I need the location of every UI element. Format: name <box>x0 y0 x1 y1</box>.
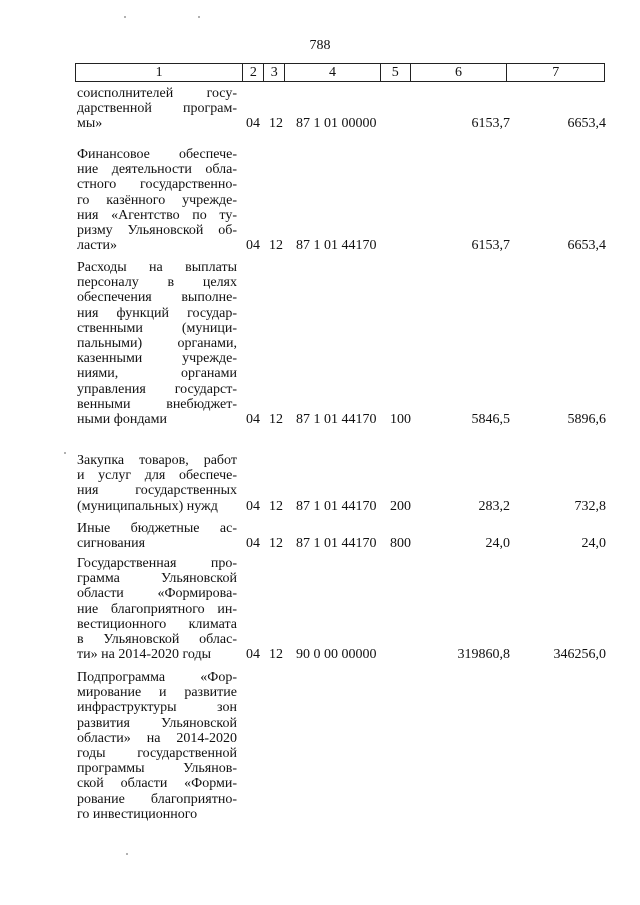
row-name-line: венными внебюджет- <box>77 396 237 412</box>
row-name <box>77 556 237 662</box>
section-code: 04 <box>246 536 260 552</box>
row-name-line: ния государственных <box>77 483 237 499</box>
section-code: 04 <box>246 647 260 663</box>
target-article-code: 87 1 01 00000 <box>296 116 377 132</box>
subsection-code: 12 <box>269 536 283 552</box>
amount-col-7: 5896,6 <box>567 411 606 427</box>
row-name-line: ской области «Форми- <box>77 776 237 792</box>
row-name-line: дарственной програм- <box>77 101 237 117</box>
header-col-6: 6 <box>411 64 508 81</box>
table-row <box>0 521 640 551</box>
amount-col-6: 6153,7 <box>471 116 510 132</box>
row-name-line: ниями, органами <box>77 366 237 382</box>
row-name-line: го инвестиционного <box>77 806 198 822</box>
scan-speck <box>198 16 200 18</box>
row-name <box>77 147 237 253</box>
table-row <box>0 260 640 427</box>
header-col-7: 7 <box>552 65 560 80</box>
section-code: 04 <box>246 238 260 254</box>
row-name <box>77 260 237 427</box>
subsection-code: 12 <box>269 411 283 427</box>
row-name-line: годы государственной <box>77 746 237 762</box>
row-name-line: ными фондами <box>77 412 168 428</box>
row-name-line: ласти» <box>77 238 118 254</box>
subsection-code: 12 <box>269 647 283 663</box>
row-name-line: казенными учрежде- <box>77 351 237 367</box>
row-name <box>77 86 237 132</box>
row-name-line: пальными) органами, <box>77 336 237 352</box>
scan-speck <box>64 452 66 454</box>
row-name-line: Иные бюджетные ас- <box>77 521 237 536</box>
row-name-line: ния функций государ- <box>77 305 237 321</box>
subsection-code: 12 <box>269 238 283 254</box>
amount-col-6: 5846,5 <box>471 411 510 427</box>
scan-speck <box>124 16 126 18</box>
row-name-line: ти» на 2014-2020 годы <box>77 647 211 663</box>
row-name-line: области» на 2014-2020 <box>77 730 237 746</box>
row-name-line: ние благоприятного ин- <box>77 601 237 617</box>
scan-speck <box>126 853 128 855</box>
table-row <box>0 453 640 514</box>
target-article-code: 87 1 01 44170 <box>296 411 377 427</box>
table-row <box>0 670 640 822</box>
amount-col-6: 24,0 <box>485 536 510 552</box>
row-name-line: персоналу в целях <box>77 275 237 291</box>
amount-col-7: 346256,0 <box>553 647 606 663</box>
target-article-code: 87 1 01 44170 <box>296 238 377 254</box>
row-name-line: и услуг для обеспече- <box>77 468 237 484</box>
row-name-line: грамма Ульяновской <box>77 571 237 587</box>
amount-col-7: 6653,4 <box>567 116 606 132</box>
row-name-line: мирование и развитие <box>77 685 237 701</box>
row-name-line: вестиционного климата <box>77 616 237 632</box>
row-name <box>77 453 237 514</box>
header-col-2: 2 <box>243 64 264 81</box>
row-name <box>77 670 237 822</box>
row-name-line: ственными (муници- <box>77 320 237 336</box>
page-number: 788 <box>309 38 331 53</box>
section-code: 04 <box>246 411 260 427</box>
table-header <box>75 63 605 82</box>
row-name-line: развития Ульяновской <box>77 715 237 731</box>
target-article-code: 90 0 00 00000 <box>296 647 377 663</box>
expense-type-code: 800 <box>390 536 411 552</box>
subsection-code: 12 <box>269 116 283 132</box>
row-name-line: сигнования <box>77 536 146 552</box>
table-row <box>0 556 640 662</box>
target-article-code: 87 1 01 44170 <box>296 498 377 514</box>
row-name-line: го казённого учрежде- <box>77 192 237 208</box>
row-name-line: управления государст- <box>77 381 237 397</box>
row-name-line: стного государственно- <box>77 177 237 193</box>
row-name-line: в Ульяновской облас- <box>77 632 237 648</box>
amount-col-7: 6653,4 <box>567 238 606 254</box>
expense-type-code: 200 <box>390 498 411 514</box>
amount-col-6: 6153,7 <box>471 238 510 254</box>
row-name <box>77 521 237 551</box>
row-name-line: Закупка товаров, работ <box>77 453 237 468</box>
header-col-4: 4 <box>285 64 381 81</box>
row-name-line: области «Формирова- <box>77 586 237 602</box>
header-col-5: 5 <box>381 64 411 81</box>
amount-col-6: 283,2 <box>478 498 510 514</box>
row-name-line: обеспечения выполне- <box>77 290 237 306</box>
row-name-line: (муниципальных) нужд <box>77 498 218 514</box>
table-row <box>0 86 640 132</box>
row-name-line: соисполнителей госу- <box>77 86 237 101</box>
expense-type-code: 100 <box>390 411 411 427</box>
row-name-line: Финансовое обеспече- <box>77 147 237 162</box>
row-name-line: Государственная про- <box>77 556 237 571</box>
amount-col-7: 24,0 <box>581 536 606 552</box>
header-col-3: 3 <box>264 64 285 81</box>
row-name-line: Расходы на выплаты <box>77 260 237 275</box>
row-name-line: инфраструктуры зон <box>77 700 237 716</box>
header-col-1: 1 <box>76 64 243 81</box>
row-name-line: ризму Ульяновской об- <box>77 223 237 239</box>
section-code: 04 <box>246 498 260 514</box>
row-name-line: мы» <box>77 116 103 132</box>
amount-col-6: 319860,8 <box>457 647 510 663</box>
amount-col-7: 732,8 <box>574 498 606 514</box>
subsection-code: 12 <box>269 498 283 514</box>
row-name-line: ния «Агентство по ту- <box>77 207 237 223</box>
row-name-line: рование благоприятно- <box>77 791 237 807</box>
section-code: 04 <box>246 116 260 132</box>
row-name-line: программы Ульянов- <box>77 761 237 777</box>
table-row <box>0 147 640 253</box>
row-name-line: ние деятельности обла- <box>77 162 237 178</box>
row-name-line: Подпрограмма «Фор- <box>77 670 237 685</box>
target-article-code: 87 1 01 44170 <box>296 536 377 552</box>
